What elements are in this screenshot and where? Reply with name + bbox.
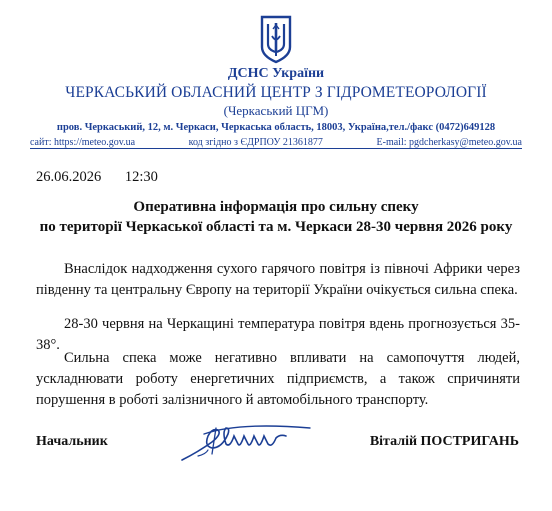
handwritten-signature <box>178 414 318 466</box>
contacts-row <box>30 137 522 148</box>
edrpou-code: код згідно з ЄДРПОУ 21361877 <box>188 137 323 148</box>
email-link[interactable]: E-mail: pgdcherkasy@meteo.gov.ua <box>376 137 522 148</box>
org-short-name: ДСНС України <box>227 66 325 81</box>
org-address: пров. Черкаський, 12, м. Черкаси, Черкаська область, 18003, Україна,тел./факс (0472)649128 <box>56 122 496 133</box>
org-full-name: ЧЕРКАСЬКИЙ ОБЛАСНИЙ ЦЕНТР З ГІДРОМЕТЕОРОЛОГІЇ <box>65 84 487 101</box>
paragraph: 28-30 червня на Черкащині температура повітря вдень прогнозується 35-38°. <box>36 316 520 353</box>
document-datetime <box>36 169 178 186</box>
org-abbreviation: (Черкаський ЦГМ) <box>223 103 329 118</box>
signatory-position: Начальник <box>36 434 108 449</box>
website-link[interactable]: сайт: https://meteo.gov.ua <box>30 137 136 148</box>
paragraph: Сильна спека може негативно впливати на самопочуття людей, ускладнювати роботу енергетичних підприємств, а також спричиняти порушення в роботі залізничного й автомобільного транспорту. <box>36 350 520 408</box>
header-divider <box>30 148 522 149</box>
trident-emblem-icon <box>259 14 293 64</box>
document-time: 12:30 <box>124 169 158 185</box>
document-title-line-2: по території Черкаської області та м. Черкаси 28-30 червня 2026 року <box>39 219 513 235</box>
document-date: 26.06.2026 <box>36 169 102 185</box>
signatory-name: Віталій ПОСТРИГАНЬ <box>369 434 519 449</box>
document-title-line-1: Оперативна інформація про сильну спеку <box>133 199 419 215</box>
paragraph: Внаслідок надходження сухого гарячого повітря із півночі Африки через південну та центральну Європу на території України очікується сильна спека. <box>36 261 520 298</box>
